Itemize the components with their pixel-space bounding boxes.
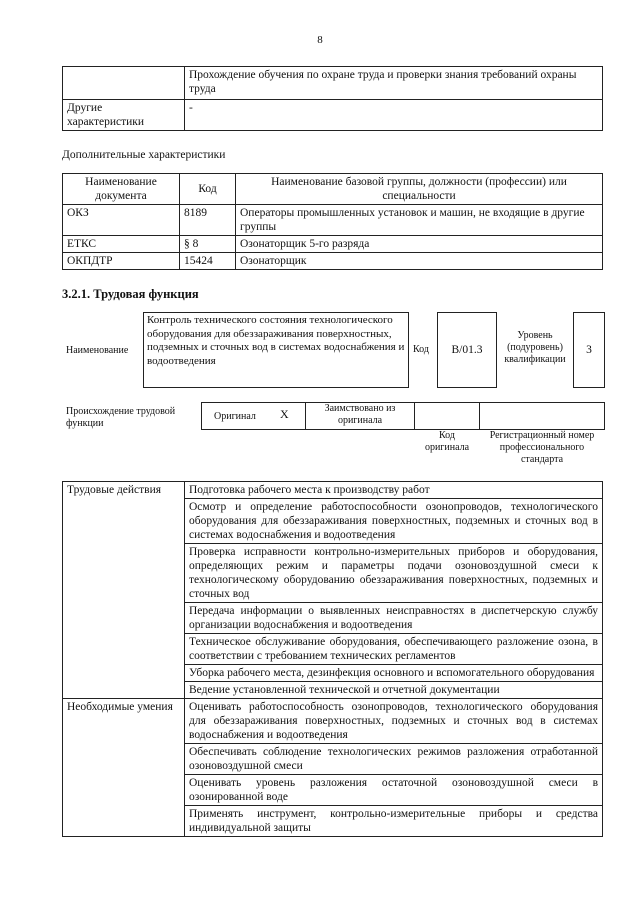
table-cell: Озонаторщик 5-го разряда <box>236 236 603 253</box>
table-cell: ОКПДТР <box>63 253 180 270</box>
table-cell: Озонаторщик <box>236 253 603 270</box>
table-row <box>63 253 603 270</box>
skill-item: Обеспечивать соблюдение технологических режимов разложения отработанной озоновоздушной смеси <box>185 744 603 775</box>
table-row <box>63 100 603 131</box>
original-box <box>201 402 306 430</box>
table-cell: Прохождение обучения по охране труда и проверки знания требований охраны труда <box>185 67 603 100</box>
function-name-box: Контроль технического состояния технологического оборудования для обеззараживания поверхностных, подземных и сточных вод в системах водоснабжения и водоотведения <box>143 312 409 388</box>
original-mark: X <box>280 407 289 421</box>
origin-code-box <box>414 402 480 430</box>
table-row <box>63 205 603 236</box>
table-cell: ОКЗ <box>63 205 180 236</box>
section-heading: 3.2.1. Трудовая функция <box>62 287 199 301</box>
labor-action-item: Передача информации о выявленных неисправностях в диспетчерскую службу организации водоснабжения и водоотведения <box>185 603 603 634</box>
table-cell: Другие характеристики <box>63 100 185 131</box>
table-cell: - <box>185 100 603 131</box>
table-row <box>63 699 603 744</box>
labor-action-item: Осмотр и определение работоспособности озонопроводов, технологического оборудования для обеззараживания поверхностных, подземных и сточных вод в системах водоснабжения и водоотведения <box>185 499 603 544</box>
labor-action-item: Подготовка рабочего места к производству работ <box>185 482 603 499</box>
labor-action-item: Ведение установленной технической и отчетной документации <box>185 682 603 699</box>
additional-characteristics-title: Дополнительные характеристики <box>62 149 226 161</box>
skill-item: Оценивать работоспособность озонопроводов, технологического оборудования для обеззараживания поверхностных, подземных и сточных вод в системах водоснабжения и водоотведения <box>185 699 603 744</box>
borrowed-box: Заимствовано из оригинала <box>305 402 415 430</box>
code-label: Код <box>413 344 429 355</box>
skills-label: Необходимые умения <box>63 699 185 837</box>
function-code-box: B/01.3 <box>437 312 497 388</box>
labor-action-item: Проверка исправности контрольно-измерительных приборов и оборудования, определяющих режим и параметры подачи озоновоздушной смеси к технологическому оборудованию обеззараживания поверхностных, подземных и сточных вод <box>185 544 603 603</box>
table-row <box>63 67 603 100</box>
table-cell: § 8 <box>180 236 236 253</box>
registration-number-caption: Регистрационный номер профессионального стандарта <box>489 430 595 465</box>
qualification-level-box: 3 <box>573 312 605 388</box>
table-row <box>63 482 603 499</box>
skill-item: Применять инструмент, контрольно-измерительные приборы и средства индивидуальной защиты <box>185 806 603 837</box>
table-header-row <box>63 174 603 205</box>
top-characteristics-table <box>62 66 603 131</box>
additional-characteristics-table <box>62 173 603 270</box>
labor-action-item: Уборка рабочего места, дезинфекция основного и вспомогательного оборудования <box>185 665 603 682</box>
origin-code-caption: Код оригинала <box>424 430 470 453</box>
table-cell <box>63 67 185 100</box>
page-number: 8 <box>317 34 323 46</box>
original-label: Оригинал <box>214 411 256 422</box>
name-label: Наименование <box>66 345 129 356</box>
table-cell: 8189 <box>180 205 236 236</box>
labor-actions-label: Трудовые действия <box>63 482 185 699</box>
table-cell: 15424 <box>180 253 236 270</box>
column-header: Наименование базовой группы, должности (профессии) или специальности <box>236 174 603 205</box>
qualification-level-label: Уровень (подуровень) квалификации <box>504 330 566 365</box>
table-row <box>63 236 603 253</box>
skill-item: Оценивать уровень разложения остаточной озоновоздушной смеси в озонированной воде <box>185 775 603 806</box>
table-cell: ЕТКС <box>63 236 180 253</box>
registration-number-box <box>479 402 605 430</box>
table-cell: Операторы промышленных установок и машин, не входящие в другие группы <box>236 205 603 236</box>
labor-function-table <box>62 481 603 837</box>
column-header: Наименование документа <box>63 174 180 205</box>
column-header: Код <box>180 174 236 205</box>
labor-action-item: Техническое обслуживание оборудования, обеспечивающего разложение озона, в соответствии с требованием технических регламентов <box>185 634 603 665</box>
origin-label: Происхождение трудовой функции <box>66 406 176 429</box>
